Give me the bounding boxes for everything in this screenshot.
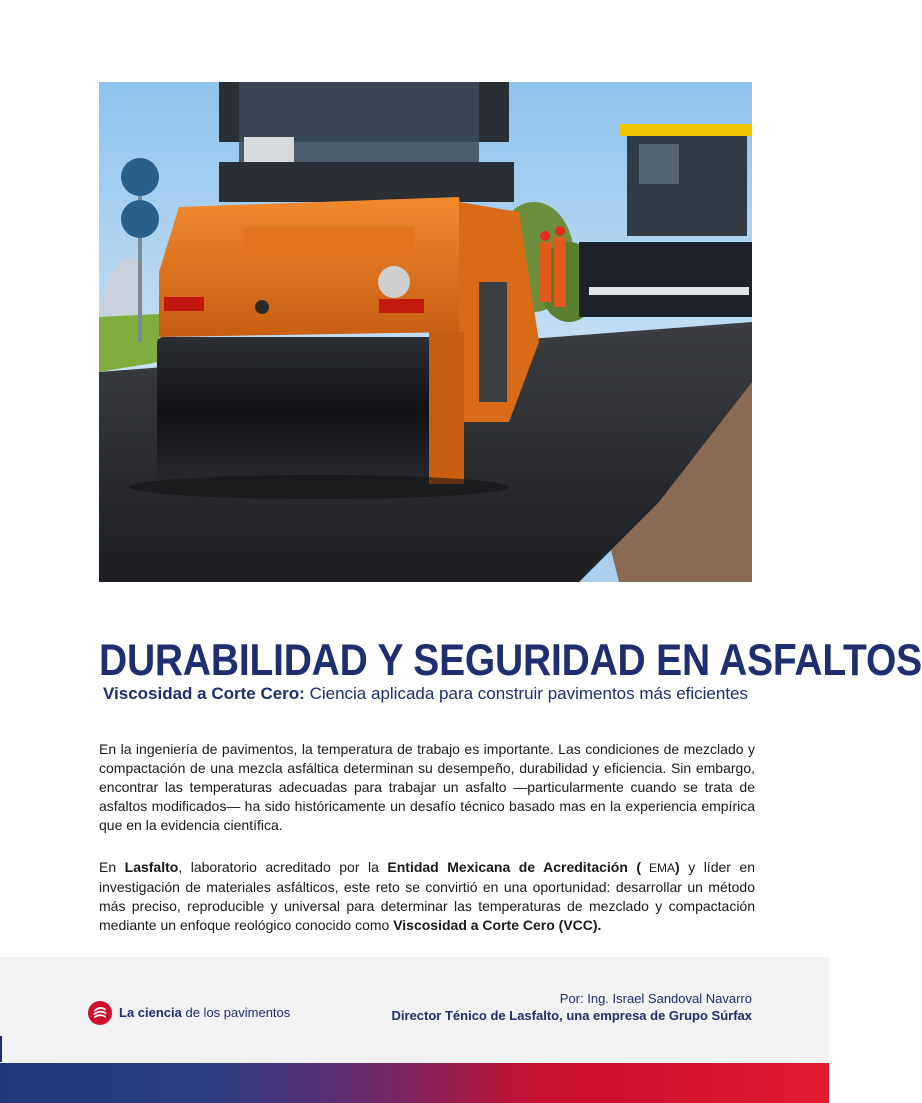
- author-role: Director Ténico de Lasfalto, una empresa de Grupo Súrfax: [391, 1008, 752, 1023]
- author-block: [392, 990, 752, 1024]
- p2-ema-name: Entidad Mexicana de Acreditación (: [387, 859, 642, 875]
- brand-bold: La ciencia: [119, 1005, 182, 1020]
- subtitle-lead: Viscosidad a Corte Cero:: [102, 684, 305, 703]
- p2-vcc: Viscosidad a Corte Cero (VCC).: [393, 917, 602, 933]
- brand-rest: de los pavimentos: [181, 1005, 291, 1020]
- author-name: Por: Ing. Israel Sandoval Navarro: [559, 991, 752, 1006]
- road-roller-illustration: [99, 82, 752, 582]
- edge-mark: [0, 1036, 2, 1062]
- article-title: DURABILIDAD Y SEGURIDAD EN ASFALTOS: [99, 636, 922, 686]
- road-roller-photo: [99, 82, 752, 582]
- p2-lasfalto: Lasfalto: [124, 859, 179, 875]
- footer-gradient-stripe: [0, 1063, 829, 1103]
- brand-tagline: [119, 1005, 290, 1021]
- p2-close-paren: ): [675, 859, 680, 875]
- p2-ema-acronym: EMA: [641, 861, 676, 875]
- surfax-logo-icon: [88, 1001, 112, 1025]
- paragraph-2: [99, 858, 755, 935]
- p2-part-c: , laboratorio acreditado por la: [178, 859, 388, 875]
- paragraph-1: En la ingeniería de pavimentos, la temperatura de trabajo es importante. Las condiciones de mezclado y compactación de una mezcla asfáltica determinan su desempeño, durabilidad y eficiencia. Sin embargo, encontrar las temperaturas adecuadas para trabajar un asfalto —particularmente cuando se trata de asfaltos modificados— ha sido históricamente un desafío técnico basado mas en la experiencia empírica que en la evidencia científica.: [99, 741, 755, 833]
- subtitle-rest: Ciencia aplicada para construir pavimentos más eficientes: [304, 684, 749, 703]
- p2-part-g: y líder en investigación de materiales asfálticos, este reto se convirtió en una oportunidad: desarrollar un método más preciso, reproducible y universal para determinar las temperaturas de mezclado y compactación mediante un enfoque reológico conocido como: [99, 859, 756, 933]
- article-subtitle: [99, 683, 752, 705]
- p2-part-a: En: [99, 859, 125, 875]
